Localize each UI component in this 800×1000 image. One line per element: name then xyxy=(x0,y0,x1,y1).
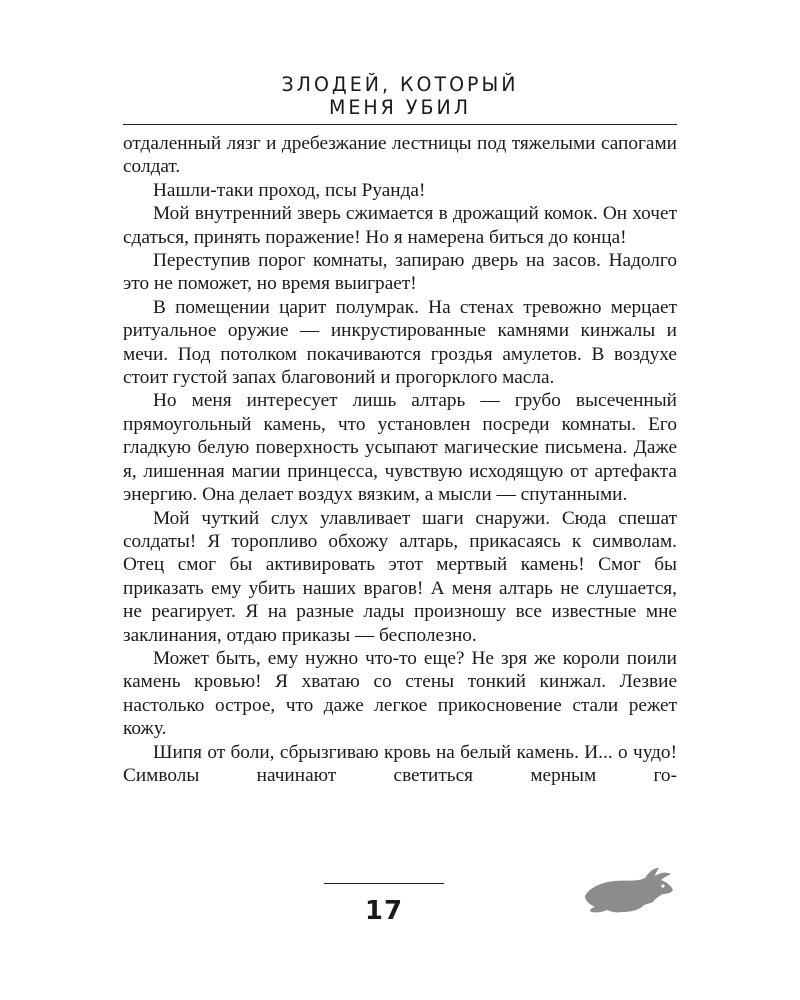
paragraph-1: отдаленный лязг и дребезжание лестницы под тяжелыми сапогами солдат. xyxy=(123,133,677,178)
paragraph-2: Нашли-таки проход, псы Руанда! xyxy=(153,179,426,201)
page-body xyxy=(123,132,677,787)
footer-divider xyxy=(324,883,444,884)
paragraph-5: В помещении царит полумрак. На стенах тревожно мерцает ритуальное оружие — инкрустированные камнями кинжалы и мечи. Под потолком покачиваются гроздья амулетов. В воздухе стоит густой запах благовоний и прогорклого масла. xyxy=(123,296,677,389)
running-header xyxy=(123,73,677,119)
rabbit-icon xyxy=(583,866,675,916)
paragraph-7: Мой чуткий слух улавливает шаги снаружи. Сюда спешат солдаты! Я торопливо обхожу алтарь, прикасаясь к символам. Отец смог бы активировать этот мертвый камень! Смог бы приказать ему убить наших врагов! А меня алтарь не слушается, не реагирует. Я на разные лады произношу все известные мне заклинания, отдаю приказы — бесполезно. xyxy=(123,507,677,646)
paragraph-3: Мой внутренний зверь сжимается в дрожащий комок. Он хочет сдаться, принять поражение! Но я намерена биться до конца! xyxy=(123,203,677,248)
paragraph-4: Переступив порог комнаты, запираю дверь на засов. Надолго это не поможет, но время выиграет! xyxy=(123,250,677,295)
page-number: 17 xyxy=(364,896,404,926)
running-header-line-2: МЕНЯ УБИЛ xyxy=(328,96,472,120)
header-divider xyxy=(123,124,677,125)
paragraph-6: Но меня интересует лишь алтарь — грубо высеченный прямоугольный камень, что установлен посреди комнаты. Его гладкую белую поверхность усыпают магические письмена. Даже я, лишенная магии принцесса, чувствую исходящую от артефакта энергию. Она делает воздух вязким, а мысли — спутанными. xyxy=(123,390,677,506)
paragraph-9: Шипя от боли, сбрызгиваю кровь на белый камень. И... о чудо! Символы начинают светиться мерным го- xyxy=(123,741,677,786)
paragraph-8: Может быть, ему нужно что-то еще? Не зря же короли поили камень кровью! Я хватаю со стены тонкий кинжал. Лезвие настолько острое, что даже легкое прикосновение стали режет кожу. xyxy=(123,647,677,740)
running-header-line-1: ЗЛОДЕЙ, КОТОРЫЙ xyxy=(281,72,519,96)
